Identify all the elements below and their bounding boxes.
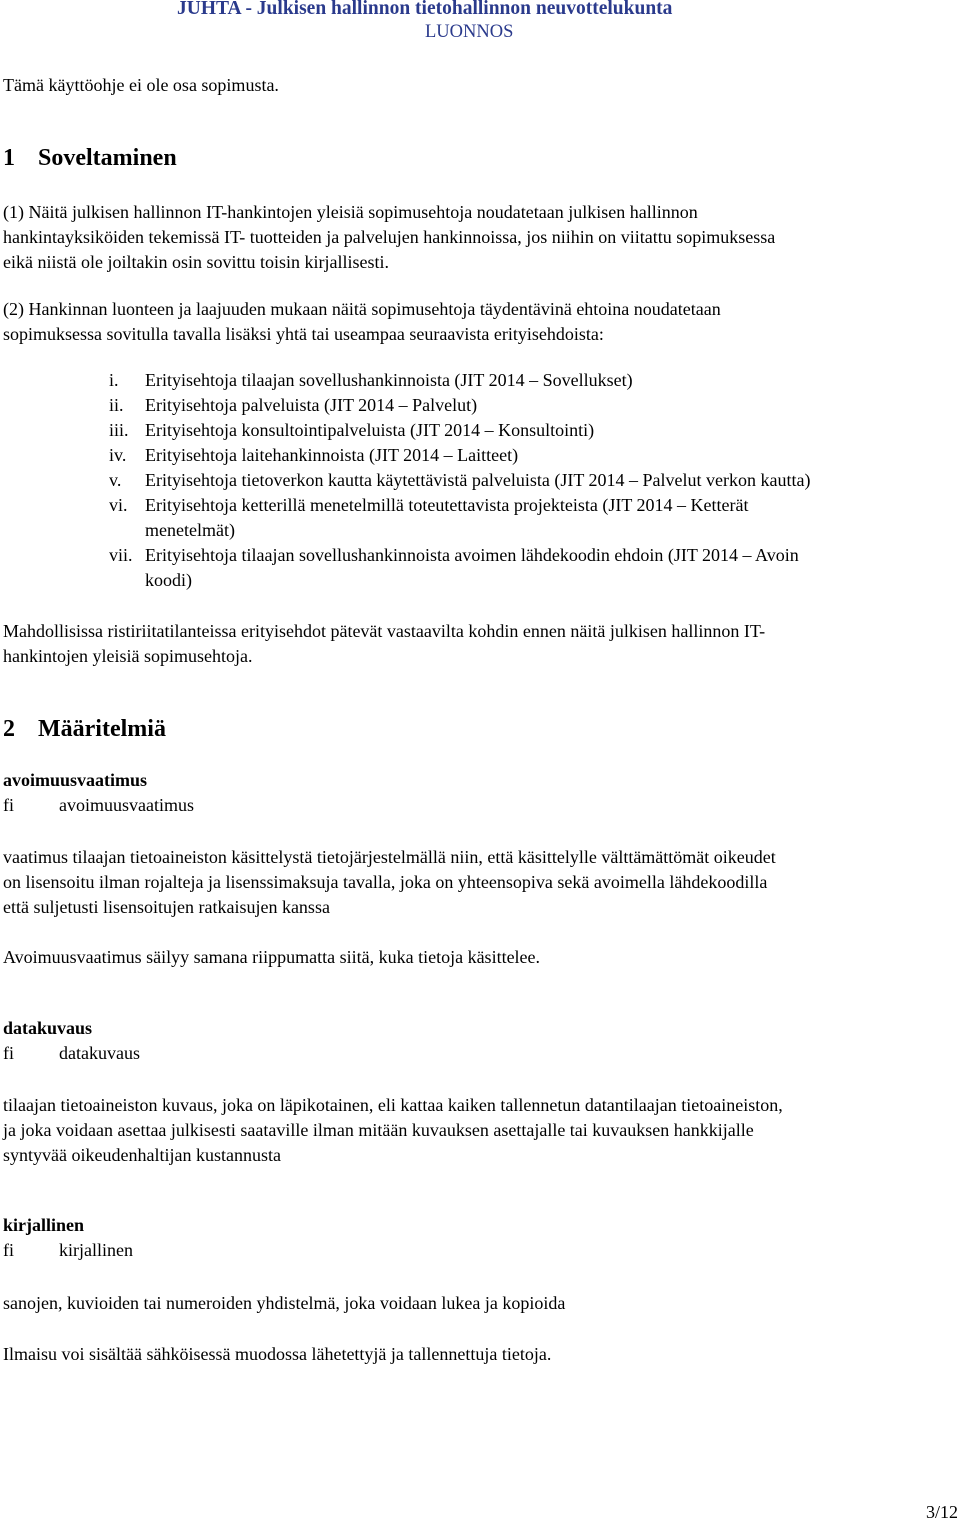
language-code: fi xyxy=(3,795,14,815)
list-item-text: Erityisehtoja palveluista (JIT 2014 – Palvelut) xyxy=(145,395,478,415)
text-line: Mahdollisissa ristiriitatilanteissa erityisehdot pätevät vastaavilta kohdin ennen näitä julkisen hallinnon IT- xyxy=(3,621,766,641)
definition-note: Avoimuusvaatimus säilyy samana riippumatta siitä, kuka tietoja käsittelee. xyxy=(3,947,541,967)
text-line: syntyvää oikeudenhaltijan kustannusta xyxy=(3,1145,281,1165)
list-item-number: vii. xyxy=(109,545,133,565)
definition-text xyxy=(3,845,776,920)
definition-note: Ilmaisu voi sisältää sähköisessä muodossa lähetettyjä ja tallennettuja tietoja. xyxy=(3,1344,552,1364)
definition-term: datakuvaus xyxy=(3,1018,93,1038)
text-line: eikä niistä ole joiltakin osin sovittu toisin kirjallisesti. xyxy=(3,252,389,272)
text-line: vaatimus tilaajan tietoaineiston käsittelystä tietojärjestelmällä niin, että käsittelylle välttämättömät oikeudet xyxy=(3,847,776,867)
text-line: on lisensoitu ilman rojalteja ja lisenssimaksuja tavalla, joka on yhteensopiva sekä avoimella lähdekoodilla xyxy=(3,872,768,892)
term-translation xyxy=(3,1240,133,1261)
text-line: sopimuksessa sovitulla tavalla lisäksi yhtä tai useampaa seuraavista erityisehdoista: xyxy=(3,324,604,344)
text-line: että suljetusti lisensoitujen ratkaisujen kanssa xyxy=(3,897,330,917)
text-line: tilaajan tietoaineiston kuvaus, joka on läpikotainen, eli kattaa kaiken tallennetun datantilaajan tietoaineiston, xyxy=(3,1095,783,1115)
text-line: (1) Näitä julkisen hallinnon IT-hankintojen yleisiä sopimusehtoja noudatetaan julkisen hallinnon xyxy=(3,202,698,222)
text-line: sanojen, kuvioiden tai numeroiden yhdistelmä, joka voidaan lukea ja kopioida xyxy=(3,1293,566,1313)
term-translation xyxy=(3,1043,140,1064)
list-item-number: iii. xyxy=(109,420,129,440)
text-line: hankintayksiköiden tekemissä IT- tuotteiden ja palvelujen hankinnoissa, jos niihin on viitattu sopimuksessa xyxy=(3,227,776,247)
list-item-number: iv. xyxy=(109,445,127,465)
section-2-heading xyxy=(3,716,166,743)
list-item-number: i. xyxy=(109,370,119,390)
document-header-status: LUONNOS xyxy=(425,22,514,42)
special-terms-list xyxy=(0,368,960,598)
section-1-paragraph-2 xyxy=(3,297,721,347)
section-number: 2 xyxy=(3,716,15,742)
definition-term: avoimuusvaatimus xyxy=(3,770,148,790)
term-fi: avoimuusvaatimus xyxy=(59,795,194,815)
section-number: 1 xyxy=(3,145,15,171)
language-code: fi xyxy=(3,1240,14,1260)
list-item-text-continued: koodi) xyxy=(145,570,192,590)
list-item-number: ii. xyxy=(109,395,124,415)
definition-term: kirjallinen xyxy=(3,1215,85,1235)
text-line: ja joka voidaan asettaa julkisesti saataville ilman mitään kuvauksen asettajalle tai kuvauksen hankkijalle xyxy=(3,1120,754,1140)
list-item-text: Erityisehtoja konsultointipalveluista (JIT 2014 – Konsultointi) xyxy=(145,420,595,440)
text-line: hankintojen yleisiä sopimusehtoja. xyxy=(3,646,253,666)
section-1-paragraph-1 xyxy=(3,200,775,275)
section-1-paragraph-3 xyxy=(3,619,765,669)
list-item-text: Erityisehtoja ketterillä menetelmillä toteutettavista projekteista (JIT 2014 – Ketterät xyxy=(145,495,749,515)
list-item-number: vi. xyxy=(109,495,128,515)
usage-notice: Tämä käyttöohje ei ole osa sopimusta. xyxy=(3,75,279,95)
list-item-number: v. xyxy=(109,470,122,490)
list-item-text: Erityisehtoja tilaajan sovellushankinnoista avoimen lähdekoodin ehdoin (JIT 2014 – Avoin xyxy=(145,545,799,565)
list-item-text: Erityisehtoja tilaajan sovellushankinnoista (JIT 2014 – Sovellukset) xyxy=(145,370,633,390)
definition-text xyxy=(3,1291,565,1316)
list-item-text-continued: menetelmät) xyxy=(145,520,235,540)
text-line: (2) Hankinnan luonteen ja laajuuden mukaan näitä sopimusehtoja täydentävinä ehtoina noudatetaan xyxy=(3,299,721,319)
list-item-text: Erityisehtoja tietoverkon kautta käytettävistä palveluista (JIT 2014 – Palvelut verkon kautta) xyxy=(145,470,811,490)
list-item-text: Erityisehtoja laitehankinnoista (JIT 2014 – Laitteet) xyxy=(145,445,519,465)
definition-text xyxy=(3,1093,783,1168)
section-1-heading xyxy=(3,145,177,172)
language-code: fi xyxy=(3,1043,14,1063)
term-fi: datakuvaus xyxy=(59,1043,140,1063)
document-header-title: JUHTA - Julkisen hallinnon tietohallinnon neuvottelukunta xyxy=(177,0,673,19)
page-number: 3/12 xyxy=(925,1502,958,1522)
section-title: Määritelmiä xyxy=(38,716,166,742)
section-title: Soveltaminen xyxy=(38,145,177,171)
term-translation xyxy=(3,795,194,816)
term-fi: kirjallinen xyxy=(59,1240,133,1260)
